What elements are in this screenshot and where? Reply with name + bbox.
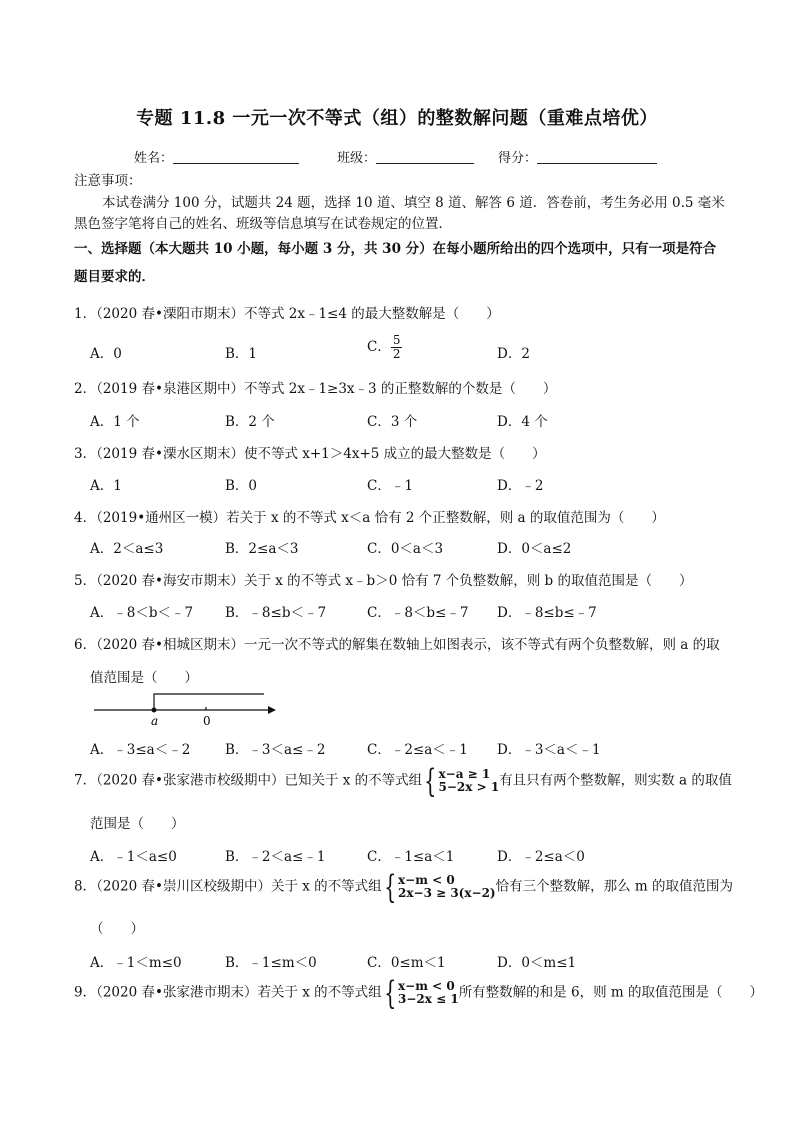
q7-option-d: D．﹣2≤a＜0 [497,849,585,865]
q5-option-c: C．﹣8＜b≤﹣7 [367,605,469,621]
class-label: 班级： [337,151,377,166]
q4-option-c: C．0＜a＜3 [367,541,444,557]
q8-brace: { [383,868,396,906]
notice-label: 注意事项： [74,173,142,189]
number-line [88,688,278,728]
q7-text-pre: 7．（2020 春•张家港市校级期中）已知关于 x 的不等式组 [74,772,423,789]
question-2: 2．（2019 春•泉港区期中）不等式 2x﹣1≥3x﹣3 的正整数解的个数是（ ） [74,381,557,397]
question-8-line-2: （ ） [90,921,144,937]
q1-numerator: 5 [392,333,401,347]
q7-system-line-1: x−a ≥ 1 [438,767,491,781]
score-blank [537,150,657,164]
q9-system-line-2: 3−2x ≤ 1 [398,992,459,1006]
q1-option-d: D．2 [497,346,530,362]
question-3: 3．（2019 春•溧水区期末）使不等式 x+1＞4x+5 成立的最大整数是（ ） [74,446,546,462]
q6-option-c: C．﹣2≤a＜﹣1 [367,742,468,758]
score-label: 得分： [498,151,538,166]
q9-system-line-1: x−m < 0 [398,979,455,993]
q8-text-pre: 8．（2020 春•崇川区校级期中）关于 x 的不等式组 [74,878,382,895]
number-line-arrow [268,706,276,714]
q7-brace: { [424,762,437,800]
q8-text-post: 恰有三个整数解，那么 m 的取值范围为 [495,878,733,895]
section-heading-line-2: 题目要求的． [74,269,155,285]
solution-set-bracket [154,694,264,710]
q8-system-line-1: x−m < 0 [398,873,455,887]
q6-option-a: A．﹣3≤a＜﹣2 [90,742,191,758]
q5-option-a: A．﹣8＜b＜﹣7 [90,605,194,621]
page-title: 专题 11.8 一元一次不等式（组）的整数解问题（重难点培优） [136,108,658,129]
question-9 [74,974,763,1012]
question-1: 1．（2020 春•溧阳市期末）不等式 2x﹣1≤4 的最大整数解是（ ） [74,306,500,322]
q2-option-d: D．4 个 [497,414,548,430]
q9-system [398,980,459,1006]
q3-option-a: A．1 [90,478,122,494]
q8-option-b: B．﹣1≤m＜0 [225,955,317,971]
q9-text-pre: 9．（2020 春•张家港市期末）若关于 x 的不等式组 [74,984,382,1001]
q2-option-b: B．2 个 [225,414,275,430]
q7-option-b: B．﹣2＜a≤﹣1 [225,849,326,865]
q6-option-d: D．﹣3＜a＜﹣1 [497,742,601,758]
q7-text-post: 有且只有两个整数解，则实数 a 的取值 [499,772,732,789]
question-5: 5．（2020 春•海安市期末）关于 x 的不等式 x﹣b＞0 恰有 7 个负整数解，则 b 的取值范围是（ ） [74,573,693,589]
q7-option-a: A．﹣1＜a≤0 [90,849,177,865]
class-field [337,147,474,166]
q9-text-post: 所有整数解的和是 6，则 m 的取值范围是（ ） [458,984,763,1001]
question-6: 6．（2020 春•相城区期末）一元一次不等式的解集在数轴上如图表示，该不等式有两个负整数解，则 a 的取 [74,637,720,653]
question-7 [74,762,732,800]
label-a: a [151,714,159,728]
q4-option-d: D．0＜a≤2 [497,541,572,557]
question-8 [74,868,733,906]
q6-option-b: B．﹣3＜a≤﹣2 [225,742,326,758]
label-zero: 0 [203,714,211,728]
q1-option-c-label: C． [367,339,391,355]
name-label: 姓名： [134,151,174,166]
q8-system-line-2: 2x−3 ≥ 3(x−2) [398,886,496,900]
q1-option-a: A．0 [90,346,122,362]
point-a [152,708,157,713]
question-6-line-2: 值范围是（ ） [90,670,198,686]
q9-brace: { [383,974,396,1012]
notice-line-1: 本试卷满分 100 分，试题共 24 题，选择 10 道、填空 8 道、解答 6 道．答卷前，考生务必用 0.5 毫米 [102,195,725,211]
q3-option-d: D．﹣2 [497,478,544,494]
score-field [498,147,657,166]
question-7-line-2: 范围是（ ） [90,816,185,832]
name-blank [173,150,299,164]
q3-option-b: B．0 [225,478,258,494]
q4-option-a: A．2＜a≤3 [90,541,164,557]
q8-option-c: C．0≤m＜1 [367,955,446,971]
q5-option-d: D．﹣8≤b≤﹣7 [497,605,597,621]
q8-option-a: A．﹣1＜m≤0 [90,955,182,971]
q8-system [398,874,496,900]
q2-option-c: C．3 个 [367,414,418,430]
q1-denominator: 2 [392,347,401,361]
name-field [134,147,299,166]
q1-fraction [391,334,403,361]
q5-option-b: B．﹣8≤b＜﹣7 [225,605,327,621]
q2-option-a: A．1 个 [90,414,140,430]
q7-system-line-2: 5−2x > 1 [438,780,500,794]
section-heading-line-1: 一、选择题（本大题共 10 小题，每小题 3 分，共 30 分）在每小题所给出的四个选项中，只有一项是符合 [74,241,717,257]
q3-option-c: C．﹣1 [367,478,413,494]
q8-option-d: D．0＜m≤1 [497,955,577,971]
q1-option-b: B．1 [225,346,258,362]
q1-option-c [367,334,402,361]
notice-line-2: 黑色签字笔将自己的姓名、班级等信息填写在试卷规定的位置． [74,216,452,232]
q7-option-c: C．﹣1≤a＜1 [367,849,455,865]
q7-system [439,768,500,794]
question-4: 4．（2019•通州区一模）若关于 x 的不等式 x＜a 恰有 2 个正整数解，则 a 的取值范围为（ ） [74,510,665,526]
q4-option-b: B．2≤a＜3 [225,541,299,557]
class-blank [376,150,474,164]
